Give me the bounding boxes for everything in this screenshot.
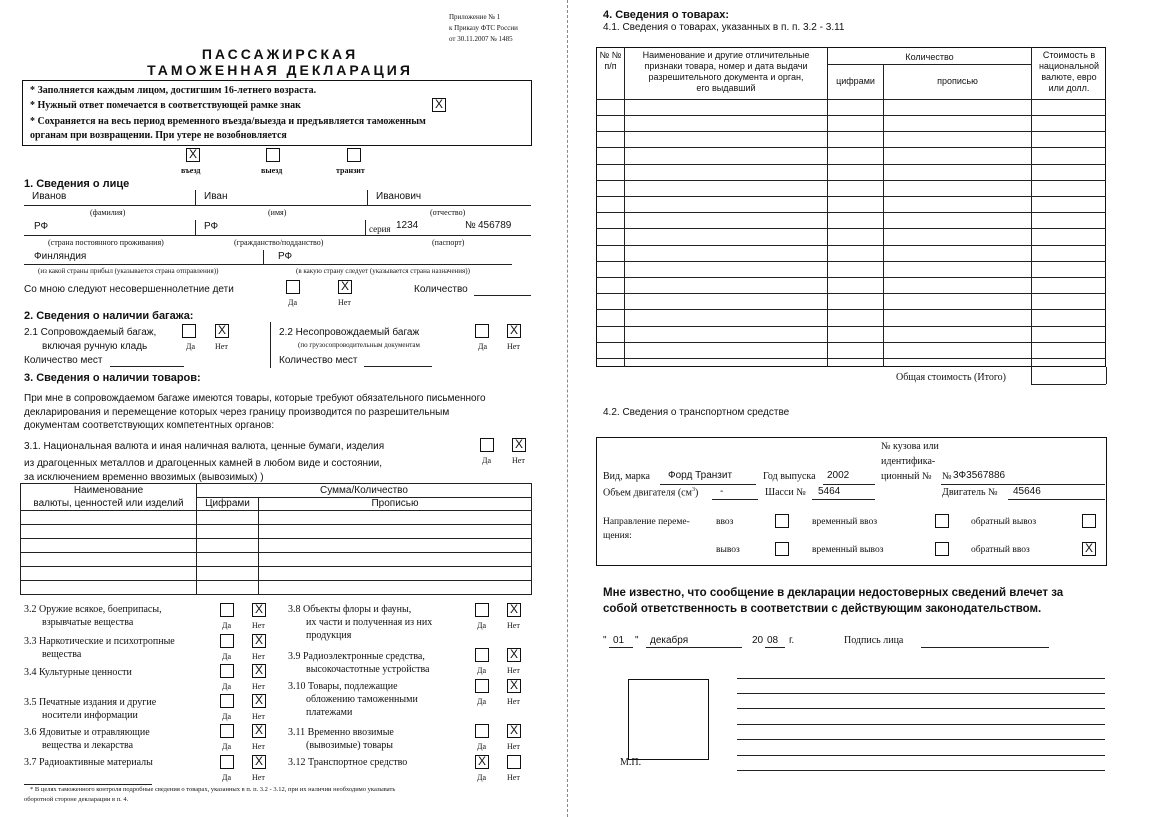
make-line — [660, 484, 756, 485]
declaration-line-1: Мне известно, что сообщение в декларации недостоверных сведений влечет за — [603, 587, 1064, 599]
date-day-line — [609, 647, 633, 648]
option-export-label: вывоз — [716, 545, 740, 555]
body-label-3: ционный № — [881, 471, 932, 482]
country-divider — [263, 250, 264, 264]
unaccompanied-places-label: Количество мест — [279, 355, 358, 366]
engine-volume-value[interactable]: - — [720, 486, 724, 497]
q38-yes-checkbox[interactable] — [475, 603, 489, 617]
date-quote-close: " — [635, 635, 639, 646]
q310-yes-checkbox[interactable] — [475, 679, 489, 693]
q37-label: 3.7 Радиоактивные материалы — [24, 757, 153, 768]
engine-volume-label: Объем двигателя $(см^3)$ — [603, 487, 699, 499]
accompanied-baggage-label: 2.1 Сопровождаемый багаж, — [24, 327, 157, 338]
unaccompanied-yes-checkbox[interactable] — [475, 324, 489, 338]
goods-col-qty-words: прописью — [937, 76, 978, 86]
section-3-intro-1: При мне в сопровождаемом багаже имеются товары, которые требуют обязательного письменного — [24, 393, 486, 404]
patronymic-value[interactable]: Иванович — [376, 191, 422, 202]
to-country-caption: (в какую страну следует (указывается страна назначения)) — [296, 267, 470, 275]
goods-col-desc-line-2: признаки товара, номер и дата выдачи — [644, 61, 808, 71]
number-label: № — [465, 220, 476, 231]
accompanied-baggage-label-2: включая ручную кладь — [42, 341, 148, 352]
q38-label: продукция — [306, 630, 352, 641]
goods-row-line — [596, 131, 1106, 132]
currency-row[interactable] — [21, 511, 532, 525]
year-line — [823, 484, 875, 485]
name-divider-2 — [367, 190, 368, 205]
currency-row[interactable] — [21, 581, 532, 595]
children-yes-label: Да — [288, 298, 298, 307]
q37-yes-label: Да — [222, 773, 232, 782]
notice-line-1: * Заполняется каждым лицом, достигшим 16-летнего возраста. — [30, 85, 317, 96]
patronymic-caption: (отчество) — [430, 208, 466, 217]
q36-label: вещества и лекарства — [42, 740, 134, 751]
q31-line-1: 3.1. Национальная валюта и иная наличная валюта, ценные бумаги, изделия — [24, 441, 385, 452]
accompanied-no-checkbox[interactable]: X — [215, 324, 229, 338]
children-yes-checkbox[interactable] — [286, 280, 300, 294]
goods-col-desc — [625, 50, 827, 94]
citizenship-value[interactable]: РФ — [204, 221, 219, 232]
q38-no-label: Нет — [507, 621, 520, 630]
appendix-note — [449, 12, 518, 45]
goods-col-value-line-4: или долл. — [1048, 83, 1090, 93]
name-caption: (имя) — [268, 208, 287, 217]
unaccompanied-yes-label: Да — [478, 342, 488, 351]
q35-no-checkbox[interactable]: X — [252, 694, 266, 708]
total-cell-right — [1106, 367, 1107, 384]
declaration-line-2: собой ответственность в соответствии с действующим законодательством. — [603, 603, 1042, 615]
q38-label: 3.8 Объекты флоры и фауны, — [288, 604, 412, 615]
currency-col-sum: Сумма/Количество — [197, 484, 532, 498]
make-value[interactable]: Форд Транзит — [668, 470, 733, 481]
goods-row-line — [596, 147, 1106, 148]
goods-col-num — [597, 50, 624, 72]
body-label-2: идентифика- — [881, 456, 936, 467]
citizenship-caption: (гражданство/подданство) — [234, 238, 324, 247]
unaccompanied-baggage-sub: (по грузосопроводительным документам — [298, 341, 420, 349]
page-fold — [567, 0, 568, 817]
footnote-line-1: * В целях таможенного контроля подробные сведения о товарах, указанных в п. п. 3.2 - 3.12, при их наличии необходимо указывать — [30, 786, 396, 793]
accompanied-yes-checkbox[interactable] — [182, 324, 196, 338]
option-temp-export-checkbox[interactable] — [935, 542, 949, 556]
goods-col-num-line-1: № № — [599, 50, 622, 60]
currency-table — [20, 483, 532, 595]
currency-row[interactable] — [21, 567, 532, 581]
unaccompanied-places-field[interactable] — [364, 366, 432, 367]
q37-no-label: Нет — [252, 773, 265, 782]
body-number-mark: № — [942, 471, 952, 482]
q311-no-checkbox[interactable]: X — [507, 724, 521, 738]
goods-col-desc-line-1: Наименование и другие отличительные — [642, 50, 810, 60]
q31-no-checkbox[interactable]: X — [512, 438, 526, 452]
goods-col-value-line-3: валюте, евро — [1041, 72, 1097, 82]
signature-label: Подпись лица — [844, 635, 904, 646]
year-label: Год выпуска — [763, 471, 816, 482]
engine-value[interactable]: 45646 — [1013, 486, 1041, 497]
q312-no-label: Нет — [507, 773, 520, 782]
option-reexport-checkbox[interactable] — [1082, 514, 1096, 528]
children-label: Со мною следуют несовершеннолетние дети — [24, 284, 234, 295]
q32-yes-label: Да — [222, 621, 232, 630]
q311-yes-label: Да — [477, 742, 487, 751]
q310-no-checkbox[interactable]: X — [507, 679, 521, 693]
q36-no-checkbox[interactable]: X — [252, 724, 266, 738]
date-month[interactable]: декабря — [650, 635, 689, 646]
goods-col-num-line-2: п/п — [604, 61, 617, 71]
goods-col-divider — [1031, 47, 1032, 384]
customs-note-line[interactable] — [737, 693, 1105, 694]
q311-label: 3.11 Временно ввозимые — [288, 727, 394, 738]
customs-note-line[interactable] — [737, 755, 1105, 756]
title-line-1: ПАССАЖИРСКАЯ — [201, 46, 359, 62]
q31-yes-label: Да — [482, 456, 492, 465]
currency-col-words: Прописью — [259, 497, 532, 511]
q312-label: 3.12 Транспортное средство — [288, 757, 408, 768]
name-divider-1 — [195, 190, 196, 205]
goods-row-line — [596, 115, 1106, 116]
goods-col-value — [1032, 50, 1106, 94]
residence-value[interactable]: РФ — [34, 221, 49, 232]
q31-line-2: из драгоценных металлов и драгоценных камней в любом виде и состоянии, — [24, 458, 383, 469]
q310-label: обложению таможенными — [306, 694, 418, 705]
name-line — [24, 205, 531, 206]
series-label: серия — [369, 224, 391, 234]
option-reimport-checkbox[interactable]: X — [1082, 542, 1096, 556]
surname-caption: (фамилия) — [90, 208, 126, 217]
residence-line — [24, 235, 531, 236]
children-quantity-field[interactable] — [474, 295, 531, 296]
option-temp-export-label: временный вывоз — [812, 545, 884, 555]
q312-yes-checkbox[interactable]: X — [475, 755, 489, 769]
q34-no-label: Нет — [252, 682, 265, 691]
currency-col-name — [21, 484, 197, 511]
q35-label: 3.5 Печатные издания и другие — [24, 697, 157, 708]
accompanied-places-label: Количество мест — [24, 355, 103, 366]
goods-row-line — [596, 212, 1106, 213]
qty-header-split — [827, 64, 1031, 65]
q33-label: 3.3 Наркотические и психотропные — [24, 636, 175, 647]
section-3-intro-3: документам соответствующих компетентных органов: — [24, 420, 275, 431]
date-year-unit: г. — [789, 635, 795, 646]
series-value[interactable]: 1234 — [396, 220, 419, 231]
goods-row-line — [596, 342, 1106, 343]
surname-value[interactable]: Иванов — [32, 191, 67, 202]
goods-row-line — [596, 261, 1106, 262]
signature-line[interactable] — [921, 647, 1049, 648]
date-day[interactable]: 01 — [613, 635, 625, 646]
section-2-title: 2. Сведения о наличии багажа: — [24, 310, 194, 322]
transit-label: транзит — [336, 166, 365, 175]
stamp-label: М.П. — [620, 757, 642, 768]
currency-row[interactable] — [21, 525, 532, 539]
q34-yes-checkbox[interactable] — [220, 664, 234, 678]
section-1-title: 1. Сведения о лице — [24, 178, 130, 190]
goods-col-qty: Количество — [905, 52, 954, 62]
q39-yes-checkbox[interactable] — [475, 648, 489, 662]
section-3-title: 3. Сведения о наличии товаров: — [24, 372, 201, 384]
q32-label: 3.2 Оружие всякое, боеприпасы, — [24, 604, 162, 615]
currency-row[interactable] — [21, 539, 532, 553]
title-line-2: ТАМОЖЕННАЯ ДЕКЛАРАЦИЯ — [147, 62, 413, 78]
q32-yes-checkbox[interactable] — [220, 603, 234, 617]
unaccompanied-no-checkbox[interactable]: X — [507, 324, 521, 338]
q32-no-label: Нет — [252, 621, 265, 630]
q33-yes-label: Да — [222, 652, 232, 661]
currency-row[interactable] — [21, 553, 532, 567]
stamp-box — [628, 679, 709, 760]
goods-col-desc-line-4: его выдавший — [696, 83, 756, 93]
currency-col-name-line-2: валюты, ценностей или изделий — [33, 498, 184, 509]
customs-note-line[interactable] — [737, 708, 1105, 709]
residence-divider-2 — [365, 220, 366, 235]
chassis-line — [812, 499, 875, 500]
option-import-label: ввоз — [716, 517, 734, 527]
q39-yes-label: Да — [477, 666, 487, 675]
q31-line-3: за исключением временно ввозимых (вывозимых) ) — [24, 472, 264, 483]
option-export-checkbox[interactable] — [775, 542, 789, 556]
option-import-checkbox[interactable] — [775, 514, 789, 528]
goods-col-desc-line-3: разрешительного документа и орган, — [648, 72, 804, 82]
date-month-line — [646, 647, 742, 648]
q311-no-label: Нет — [507, 742, 520, 751]
customs-note-line[interactable] — [737, 770, 1105, 771]
make-label: Вид, марка — [603, 471, 650, 482]
customs-note-line[interactable] — [737, 739, 1105, 740]
q39-label: 3.9 Радиоэлектронные средства, — [288, 651, 425, 662]
q310-yes-label: Да — [477, 697, 487, 706]
q310-no-label: Нет — [507, 697, 520, 706]
q33-no-label: Нет — [252, 652, 265, 661]
transit-checkbox[interactable] — [347, 148, 361, 162]
footnote-line-2: оборотной стороне декларации в п. 4. — [24, 796, 129, 803]
goods-col-divider — [827, 47, 828, 367]
exit-checkbox[interactable] — [266, 148, 280, 162]
engine-volume-sup: 3 — [691, 487, 695, 493]
q35-label: носители информации — [42, 710, 138, 721]
q38-label: их части и полученная из них — [306, 617, 433, 628]
q36-yes-label: Да — [222, 742, 232, 751]
date-quote-open: " — [603, 635, 607, 646]
currency-col-name-line-1: Наименование — [73, 485, 144, 496]
date-year-suffix[interactable]: 08 — [767, 635, 779, 646]
from-country-value[interactable]: Финляндия — [34, 251, 87, 262]
q33-label: вещества — [42, 649, 82, 660]
q35-yes-label: Да — [222, 712, 232, 721]
vehicle-section-title: 4.2. Сведения о транспортном средстве — [603, 407, 790, 418]
q311-yes-checkbox[interactable] — [475, 724, 489, 738]
goods-row-line — [596, 196, 1106, 197]
goods-row-line — [596, 228, 1106, 229]
q312-yes-label: Да — [477, 773, 487, 782]
goods-row-line — [596, 309, 1106, 310]
residence-divider-1 — [195, 220, 196, 235]
body-value[interactable]: 3Ф3567886 — [953, 470, 1006, 481]
chassis-label: Шасси № — [765, 487, 806, 498]
name-value[interactable]: Иван — [204, 191, 228, 202]
goods-col-value-line-1: Стоимость в — [1042, 50, 1096, 60]
option-reimport-label: обратный ввоз — [971, 545, 1030, 555]
q34-no-checkbox[interactable]: X — [252, 664, 266, 678]
country-line — [24, 264, 512, 265]
engine-line — [1008, 499, 1105, 500]
appendix-line-3: от 30.11.2007 № 1485 — [449, 35, 513, 43]
entry-label: въезд — [181, 166, 201, 175]
exit-label: выезд — [261, 166, 283, 175]
q39-no-checkbox[interactable]: X — [507, 648, 521, 662]
total-label: Общая стоимость (Итого) — [896, 372, 1006, 383]
q310-label: платежами — [306, 707, 353, 718]
goods-col-divider — [883, 64, 884, 367]
goods-col-qty-digits: цифрами — [836, 76, 875, 86]
children-quantity-label: Количество — [414, 284, 468, 295]
body-label-1: № кузова или — [881, 441, 939, 452]
children-no-label: Нет — [338, 298, 351, 307]
q33-yes-checkbox[interactable] — [220, 634, 234, 648]
q33-no-checkbox[interactable]: X — [252, 634, 266, 648]
q31-no-label: Нет — [512, 456, 525, 465]
q34-yes-label: Да — [222, 682, 232, 691]
customs-note-line[interactable] — [737, 724, 1105, 725]
date-year-line — [765, 647, 785, 648]
accompanied-places-field[interactable] — [110, 366, 184, 367]
entry-checkbox[interactable]: X — [186, 148, 200, 162]
baggage-divider — [270, 322, 271, 368]
section-4-title: 4. Сведения о товарах: — [603, 9, 729, 21]
q37-yes-checkbox[interactable] — [220, 755, 234, 769]
goods-row-line — [596, 358, 1106, 359]
section-4-subtitle: 4.1. Сведения о товарах, указанных в п. п. 3.2 - 3.11 — [603, 22, 845, 33]
customs-note-line[interactable] — [737, 678, 1105, 679]
unaccompanied-baggage-label: 2.2 Несопровождаемый багаж — [279, 327, 420, 338]
notice-line-4: органам при возвращении. При утере не возобновляется — [30, 130, 287, 141]
appendix-line-2: к Приказу ФТС России — [449, 24, 518, 32]
goods-header-bottom — [596, 99, 1106, 100]
notice-mark-example: X — [432, 98, 446, 112]
residence-caption: (страна постоянного проживания) — [48, 238, 164, 247]
total-cell-bottom — [1031, 384, 1106, 385]
q35-yes-checkbox[interactable] — [220, 694, 234, 708]
goods-table — [596, 47, 1106, 367]
currency-col-digits: Цифрами — [197, 497, 259, 511]
q310-label: 3.10 Товары, подлежащие — [288, 681, 398, 692]
section-3-intro-2: декларирования и перемещение которых через границу производится по разрешительным — [24, 407, 450, 418]
q311-label: (вывозимые) товары — [306, 740, 394, 751]
q312-no-checkbox[interactable] — [507, 755, 521, 769]
option-reexport-label: обратный вывоз — [971, 517, 1037, 527]
number-value[interactable]: 456789 — [478, 220, 512, 231]
option-temp-import-checkbox[interactable] — [935, 514, 949, 528]
body-line — [941, 484, 1105, 485]
q37-no-checkbox[interactable]: X — [252, 755, 266, 769]
to-country-value[interactable]: РФ — [278, 251, 293, 262]
year-value[interactable]: 2002 — [827, 470, 850, 481]
engine-label: Двигатель № — [942, 487, 998, 498]
q32-no-checkbox[interactable]: X — [252, 603, 266, 617]
unaccompanied-no-label: Нет — [507, 342, 520, 351]
option-temp-import-label: временный ввоз — [812, 517, 878, 527]
q39-no-label: Нет — [507, 666, 520, 675]
passport-caption: (паспорт) — [432, 238, 465, 247]
goods-col-value-line-2: национальной — [1038, 61, 1100, 71]
from-country-caption: (из какой страны прибыл (указывается страна отправления)) — [38, 267, 219, 275]
q32-label: взрывчатые вещества — [42, 617, 134, 628]
date-year-prefix: 20 — [752, 635, 764, 646]
engine-volume-line — [712, 499, 758, 500]
q39-label: высокочастотные устройства — [306, 664, 430, 675]
q38-no-checkbox[interactable]: X — [507, 603, 521, 617]
accompanied-no-label: Нет — [215, 342, 228, 351]
goods-row-line — [596, 245, 1106, 246]
accompanied-yes-label: Да — [186, 342, 196, 351]
children-no-checkbox[interactable]: X — [338, 280, 352, 294]
appendix-line-1: Приложение № 1 — [449, 13, 501, 21]
goods-row-line — [596, 277, 1106, 278]
chassis-value[interactable]: 5464 — [818, 486, 841, 497]
notice-line-2: * Нужный ответ помечается в соответствующей рамке знак — [30, 100, 301, 111]
q35-no-label: Нет — [252, 712, 265, 721]
goods-row-line — [596, 293, 1106, 294]
goods-row-line — [596, 164, 1106, 165]
footnote-rule — [24, 784, 152, 785]
engine-volume-label-text: Объем двигателя (см — [603, 487, 692, 499]
direction-label-2: щения: — [603, 531, 632, 541]
q38-yes-label: Да — [477, 621, 487, 630]
goods-col-divider — [624, 47, 625, 367]
q36-label: 3.6 Ядовитые и отравляющие — [24, 727, 150, 738]
goods-row-line — [596, 326, 1106, 327]
direction-label-1: Направление переме- — [603, 517, 690, 527]
q36-no-label: Нет — [252, 742, 265, 751]
notice-line-3: * Сохраняется на весь период временного въезда/выезда и предъявляется таможенным — [30, 116, 426, 127]
q34-label: 3.4 Культурные ценности — [24, 667, 132, 678]
q36-yes-checkbox[interactable] — [220, 724, 234, 738]
q31-yes-checkbox[interactable] — [480, 438, 494, 452]
goods-row-line — [596, 180, 1106, 181]
